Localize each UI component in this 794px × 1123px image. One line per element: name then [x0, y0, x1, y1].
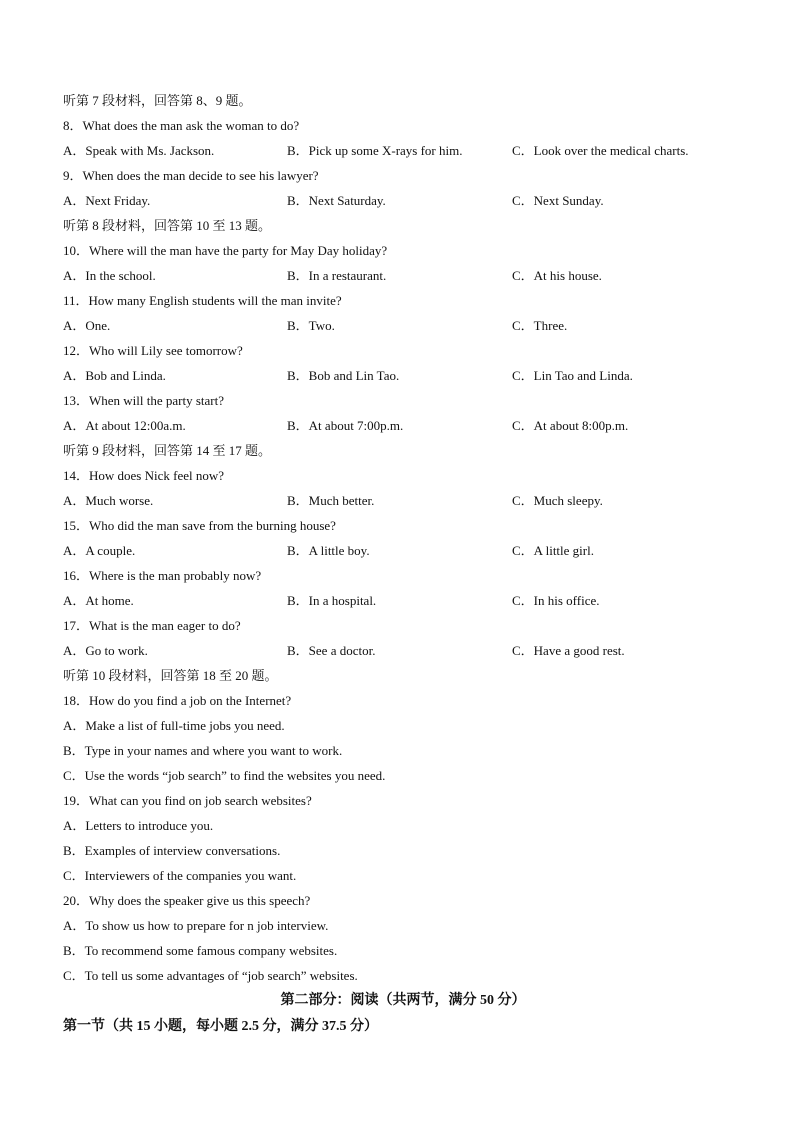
question-15-option-a: A．A couple.: [63, 543, 136, 558]
question-15-option-c: C．A little girl.: [512, 543, 594, 558]
question-17-options: [63, 638, 743, 663]
question-14-option-c: C．Much sleepy.: [512, 493, 603, 508]
question-8-option-c: C．Look over the medical charts.: [512, 143, 689, 158]
question-18-option-c: C．Use the words “job search” to find the websites you need.: [63, 768, 386, 783]
question-20-option-a: A．To show us how to prepare for n job interview.: [63, 918, 329, 933]
question-8-stem: 8．What does the man ask the woman to do?: [63, 118, 300, 133]
question-10-option-b: B．In a restaurant.: [287, 268, 387, 283]
question-10-options: [63, 263, 743, 288]
question-14-option-b: B．Much better.: [287, 493, 375, 508]
question-8-option-a: A．Speak with Ms. Jackson.: [63, 143, 215, 158]
question-13-option-c: C．At about 8:00p.m.: [512, 418, 629, 433]
question-10-stem: 10．Where will the man have the party for May Day holiday?: [63, 243, 388, 258]
question-16-stem: 16．Where is the man probably now?: [63, 568, 262, 583]
question-19-option-c: C．Interviewers of the companies you want.: [63, 868, 297, 883]
section-heading-10: 听第 10 段材料，回答第 18 至 20 题。: [63, 668, 278, 683]
question-10-option-c: C．At his house.: [512, 268, 602, 283]
question-13-stem: 13．When will the party start?: [63, 393, 225, 408]
question-9-stem: 9．When does the man decide to see his lawyer?: [63, 168, 319, 183]
listening-section: [63, 88, 743, 1040]
part2-subsection-1: 第一节（共 15 小题，每小题 2.5 分，满分 37.5 分）: [63, 1019, 378, 1034]
question-10-option-a: A．In the school.: [63, 268, 156, 283]
question-14-options: [63, 488, 743, 513]
question-17-stem: 17．What is the man eager to do?: [63, 618, 241, 633]
question-11-option-a: A．One.: [63, 318, 111, 333]
question-15-stem: 15．Who did the man save from the burning house?: [63, 518, 336, 533]
question-20-option-b: B．To recommend some famous company websites.: [63, 943, 338, 958]
question-15-option-b: B．A little boy.: [287, 543, 370, 558]
question-19-option-a: A．Letters to introduce you.: [63, 818, 214, 833]
question-17-option-b: B．See a doctor.: [287, 643, 376, 658]
question-8-options: [63, 138, 743, 163]
question-17-option-c: C．Have a good rest.: [512, 643, 625, 658]
question-12-option-b: B．Bob and Lin Tao.: [287, 368, 400, 383]
question-14-stem: 14．How does Nick feel now?: [63, 468, 225, 483]
question-19-option-b: B．Examples of interview conversations.: [63, 843, 281, 858]
question-16-option-a: A．At home.: [63, 593, 134, 608]
question-20-stem: 20．Why does the speaker give us this speech?: [63, 893, 311, 908]
question-13-option-b: B．At about 7:00p.m.: [287, 418, 404, 433]
section-heading-9: 听第 9 段材料，回答第 14 至 17 题。: [63, 443, 272, 458]
question-18-stem: 18．How do you find a job on the Internet?: [63, 693, 292, 708]
question-12-stem: 12．Who will Lily see tomorrow?: [63, 343, 243, 358]
question-9-option-a: A．Next Friday.: [63, 193, 151, 208]
question-18-option-b: B．Type in your names and where you want to work.: [63, 743, 343, 758]
question-11-options: [63, 313, 743, 338]
section-heading-7: 听第 7 段材料，回答第 8、9 题。: [63, 93, 252, 108]
question-16-options: [63, 588, 743, 613]
question-9-options: [63, 188, 743, 213]
question-19-stem: 19．What can you find on job search websites?: [63, 793, 312, 808]
question-18-option-a: A．Make a list of full-time jobs you need.: [63, 718, 285, 733]
question-8-option-b: B．Pick up some X-rays for him.: [287, 143, 463, 158]
question-12-options: [63, 363, 743, 388]
question-17-option-a: A．Go to work.: [63, 643, 148, 658]
question-9-option-c: C．Next Sunday.: [512, 193, 604, 208]
question-11-option-c: C．Three.: [512, 318, 568, 333]
question-12-option-c: C．Lin Tao and Linda.: [512, 368, 633, 383]
question-11-stem: 11．How many English students will the man invite?: [63, 293, 342, 308]
question-14-option-a: A．Much worse.: [63, 493, 154, 508]
question-20-option-c: C．To tell us some advantages of “job search” websites.: [63, 968, 358, 983]
question-15-options: [63, 538, 743, 563]
question-16-option-c: C．In his office.: [512, 593, 600, 608]
question-13-option-a: A．At about 12:00a.m.: [63, 418, 186, 433]
question-13-options: [63, 413, 743, 438]
question-12-option-a: A．Bob and Linda.: [63, 368, 166, 383]
question-16-option-b: B．In a hospital.: [287, 593, 377, 608]
question-11-option-b: B．Two.: [287, 318, 335, 333]
question-9-option-b: B．Next Saturday.: [287, 193, 386, 208]
section-heading-8: 听第 8 段材料，回答第 10 至 13 题。: [63, 218, 272, 233]
part2-title: 第二部分：阅读（共两节，满分 50 分）: [280, 993, 526, 1008]
